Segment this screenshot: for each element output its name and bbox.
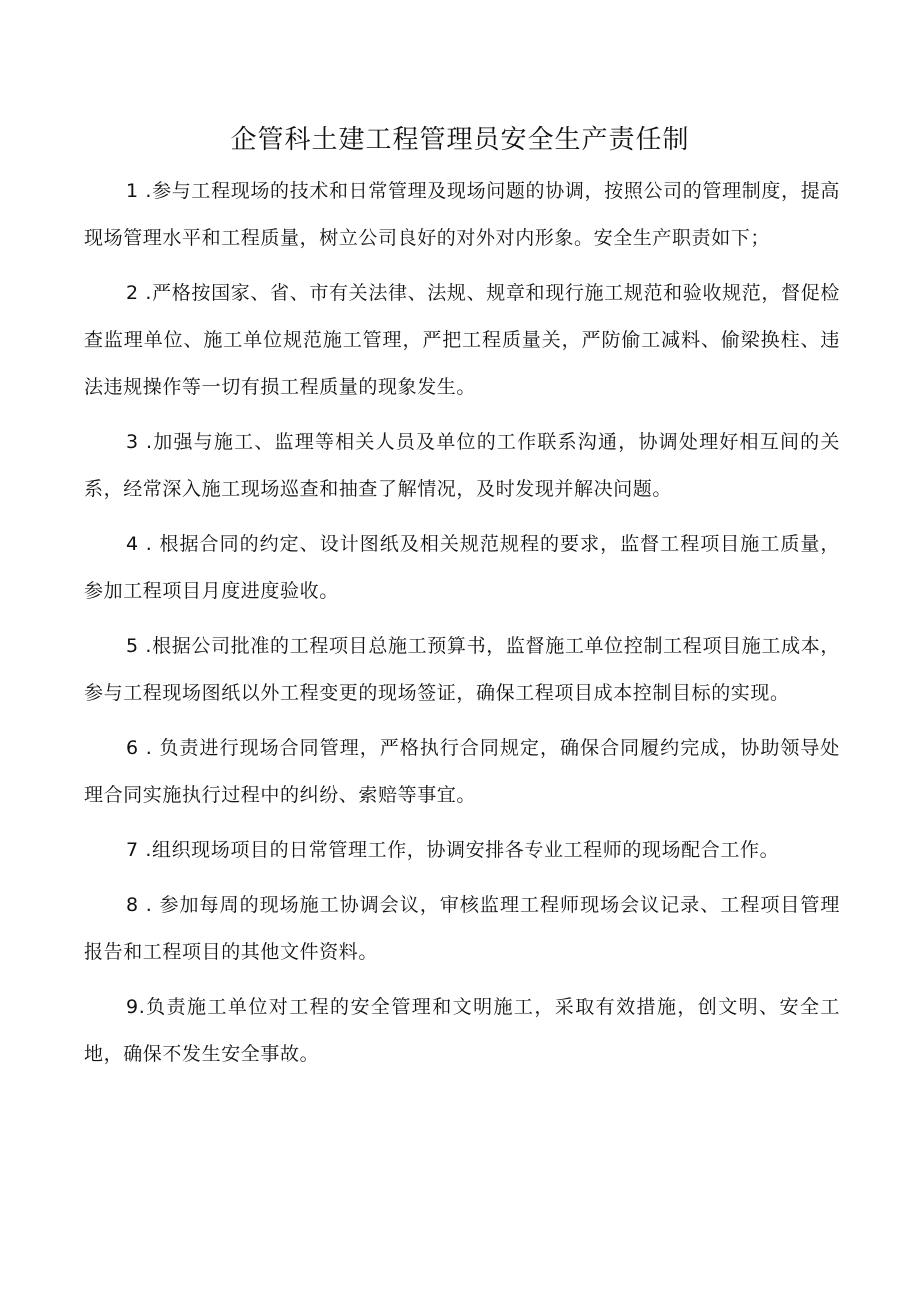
item-text: 根据公司批准的工程项目总施工预算书，监督施工单位控制工程项目施工成本，参与工程现场图纸以外工程变更的现场签证，确保工程项目成本控制目标的实现。	[84, 635, 840, 704]
list-item-3	[84, 419, 840, 513]
item-number: 9	[126, 996, 139, 1018]
item-text: 严格按国家、省、市有关法律、法规、规章和现行施工规范和验收规范，督促检查监理单位、施工单位规范施工管理，严把工程质量关，严防偷工减料、偷梁换柱、违法违规操作等一切有损工程质量的现象发生。	[84, 282, 840, 398]
item-number: 8	[126, 894, 139, 916]
list-item-5	[84, 623, 840, 717]
document-title: 企管科土建工程管理员安全生产责任制	[230, 125, 690, 155]
list-item-9	[84, 984, 840, 1078]
list-item-2	[84, 270, 840, 411]
item-separator: .	[138, 635, 153, 657]
list-item-7	[84, 827, 840, 874]
item-separator: .	[138, 282, 153, 304]
item-separator: .	[138, 533, 160, 555]
item-separator: .	[138, 431, 153, 453]
item-text: 负责进行现场合同管理，严格执行合同规定，确保合同履约完成，协助领导处理合同实施执行过程中的纠纷、索赔等事宜。	[84, 737, 840, 806]
item-number: 6	[126, 737, 139, 759]
item-number: 1	[126, 180, 139, 202]
item-text: 根据合同的约定、设计图纸及相关规范规程的要求，监督工程项目施工质量，参加工程项目月度进度验收。	[84, 533, 840, 602]
item-number: 3	[126, 431, 139, 453]
item-text: 参与工程现场的技术和日常管理及现场问题的协调，按照公司的管理制度，提高现场管理水平和工程质量，树立公司良好的对外对内形象。安全生产职责如下；	[84, 180, 840, 249]
list-item-8	[84, 882, 840, 976]
list-item-1	[84, 168, 840, 262]
list-item-4	[84, 521, 840, 615]
item-number: 5	[126, 635, 139, 657]
item-number: 4	[126, 533, 139, 555]
item-text: 负责施工单位对工程的安全管理和文明施工，采取有效措施，创文明、安全工地，确保不发生安全事故。	[84, 996, 840, 1065]
item-number: 7	[126, 839, 139, 861]
item-separator: .	[138, 737, 160, 759]
item-separator: .	[138, 894, 160, 916]
item-text: 加强与施工、监理等相关人员及单位的工作联系沟通，协调处理好相互间的关系，经常深入施工现场巡查和抽查了解情况，及时发现并解决问题。	[84, 431, 841, 500]
item-text: 参加每周的现场施工协调会议，审核监理工程师现场会议记录、工程项目管理报告和工程项目的其他文件资料。	[84, 894, 840, 963]
item-number: 2	[126, 282, 139, 304]
list-item-6	[84, 725, 840, 819]
document-body	[84, 168, 840, 1086]
item-separator: .	[138, 839, 152, 861]
item-separator: .	[138, 180, 153, 202]
item-separator: .	[138, 996, 146, 1018]
item-text: 组织现场项目的日常管理工作，协调安排各专业工程师的现场配合工作。	[151, 839, 780, 861]
